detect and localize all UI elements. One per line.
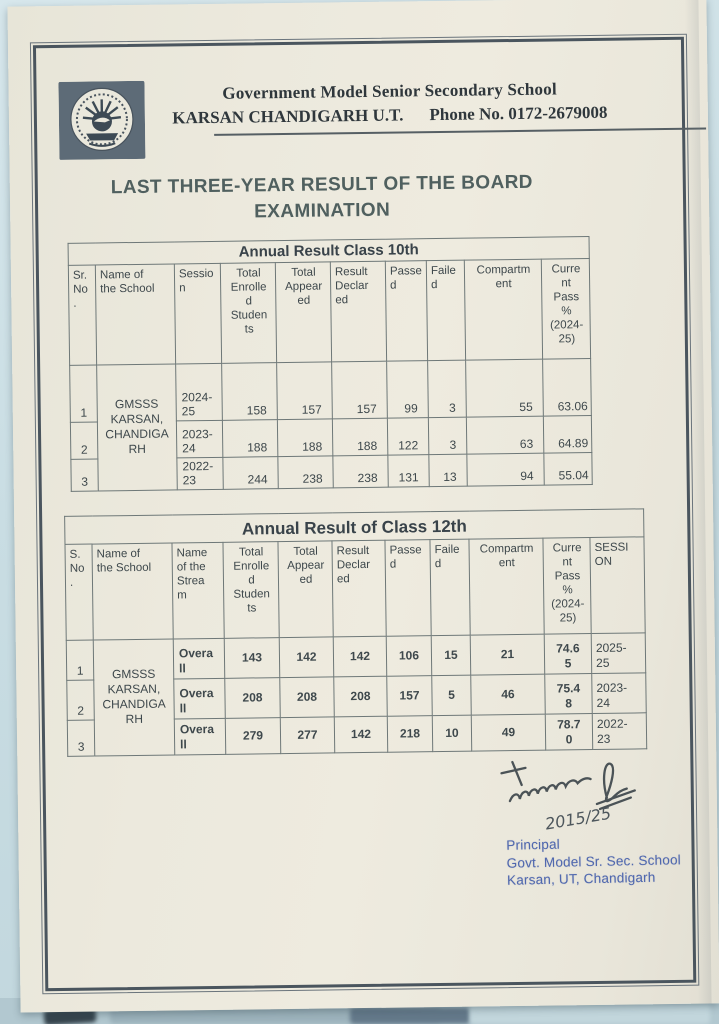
cell-passed: 131 (388, 455, 429, 488)
class-10-result-table (68, 236, 593, 492)
column-header-total-appeared: Total Appear ed (278, 541, 333, 638)
principal-stamp (506, 833, 681, 889)
cell-appeared: 157 (277, 362, 333, 420)
cell-failed: 10 (432, 715, 471, 752)
cell-session: 2025- 25 (591, 633, 646, 674)
cell-declared: 238 (333, 455, 388, 488)
cell-passed: 106 (386, 636, 432, 677)
cell-session: 2023- 24 (176, 420, 222, 458)
table-title: Annual Result Class 10th (68, 237, 589, 266)
stamp-line-place: Karsan, UT, Chandigarh (506, 869, 656, 888)
cell-failed: 5 (432, 675, 472, 716)
cell-failed: 15 (431, 635, 471, 676)
cell-sr-no: 3 (71, 459, 98, 491)
column-header-session: Sessio n (174, 263, 221, 364)
cell-enrolled: 188 (222, 420, 277, 458)
cell-session: 2024- 25 (176, 363, 223, 421)
document-title (42, 169, 603, 228)
cell-declared: 188 (332, 418, 387, 456)
cell-session: 2022- 23 (592, 713, 647, 750)
cell-passed: 99 (387, 361, 429, 419)
cell-compartment: 49 (471, 714, 545, 751)
column-header-compartment: Compartm ent (464, 259, 542, 360)
table-row (70, 359, 592, 423)
cell-enrolled: 244 (223, 457, 278, 490)
class-12-result-table (64, 508, 647, 757)
column-header-compartment: Compartm ent (469, 538, 544, 635)
cell-pass-pct: 74.6 5 (544, 634, 592, 675)
principal-signature (491, 750, 664, 842)
cell-declared: 208 (334, 676, 388, 717)
cell-compartment: 21 (470, 634, 545, 675)
cell-school-name: GMSSS KARSAN, CHANDIGA RH (97, 364, 178, 491)
column-header-result-declared: Result Declar ed (330, 261, 386, 362)
cell-failed: 13 (429, 454, 467, 486)
table-title: Annual Result of Class 12th (65, 509, 644, 545)
column-header-stream: Name of the Strea m (172, 542, 224, 639)
cell-passed: 157 (387, 676, 433, 717)
cell-declared: 142 (334, 716, 387, 753)
column-header-result-declared: Result Declar ed (332, 540, 386, 637)
column-header-total-enrolled: Total Enrolle d Studen ts (220, 263, 276, 364)
signature-date: 2015/25 (543, 803, 613, 834)
cell-enrolled: 143 (224, 638, 280, 679)
cell-sr-no: 2 (70, 422, 97, 459)
cell-appeared: 238 (278, 456, 333, 489)
cell-declared: 142 (333, 636, 387, 677)
column-header-total-appeared: Total Appear ed (275, 262, 331, 363)
cell-school-name: GMSSS KARSAN, CHANDIGA RH (93, 639, 175, 756)
cell-s-no: 3 (67, 720, 94, 756)
cell-enrolled: 279 (225, 718, 280, 755)
cell-pass-pct: 64.89 (543, 416, 591, 454)
signature-stroke (501, 768, 525, 773)
cell-declared: 157 (332, 361, 388, 419)
cell-appeared: 142 (279, 637, 334, 678)
cell-pass-pct: 75.4 8 (545, 674, 593, 715)
document-paper (7, 0, 719, 1013)
cell-pass-pct: 63.06 (543, 359, 592, 417)
stamp-line-designation: Principal (506, 836, 561, 853)
cell-stream: Overa ll (174, 678, 226, 719)
cell-stream: Overa ll (173, 638, 225, 679)
cell-appeared: 277 (280, 717, 334, 754)
column-header-school-name: Name of the School (95, 264, 175, 365)
cell-failed: 3 (428, 360, 467, 417)
cell-compartment: 63 (466, 416, 543, 454)
cell-sr-no: 1 (70, 365, 98, 422)
cell-s-no: 1 (66, 640, 94, 680)
cell-s-no: 2 (67, 680, 95, 720)
cell-appeared: 188 (277, 419, 332, 457)
cell-passed: 122 (387, 418, 428, 456)
column-header-passed: Passe d (385, 540, 431, 637)
cell-compartment: 46 (471, 674, 546, 715)
school-phone: Phone No. 0172-2679008 (429, 102, 608, 125)
cell-compartment: 55 (466, 359, 544, 417)
document-title-line1: LAST THREE-YEAR RESULT OF THE BOARD (110, 171, 534, 199)
column-header-total-enrolled: Total Enrolle d Studen ts (223, 542, 279, 639)
cell-enrolled: 158 (222, 363, 278, 421)
background-object (470, 1004, 710, 1024)
document-title-line2: EXAMINATION (254, 199, 391, 223)
cell-pass-pct: 55.04 (544, 453, 592, 486)
signature-stroke (510, 778, 591, 801)
column-header-passed: Passe d (385, 261, 427, 362)
cell-passed: 218 (387, 716, 432, 753)
school-name: Government Model Senior Secondary School (222, 79, 557, 103)
school-logo-icon (58, 81, 145, 160)
stamp-line-school: Govt. Model Sr. Sec. School (506, 851, 682, 871)
column-header-failed: Faile d (426, 260, 465, 360)
cell-stream: Overa ll (174, 718, 225, 755)
cell-session: 2023- 24 (592, 673, 647, 714)
cell-pass-pct: 78.7 0 (545, 714, 592, 751)
column-header-school-name: Name of the School (92, 543, 173, 640)
column-header-current-pass-pct: Curre nt Pass % (2024- 25) (543, 538, 591, 635)
column-header-s-no: S. No . (65, 544, 93, 640)
column-header-sr-no: Sr. No . (68, 265, 96, 365)
letterhead (148, 78, 631, 128)
signature-stroke (512, 762, 521, 785)
column-header-session: SESSI ON (590, 537, 645, 634)
column-header-failed: Faile d (430, 539, 470, 636)
cell-compartment: 94 (467, 453, 544, 486)
column-header-current-pass-pct: Curre nt Pass % (2024- 25) (541, 259, 590, 360)
cell-failed: 3 (428, 417, 466, 454)
school-location: KARSAN CHANDIGARH U.T. (172, 105, 404, 128)
cell-enrolled: 208 (225, 678, 281, 719)
cell-appeared: 208 (280, 677, 335, 718)
background-object (350, 1008, 470, 1024)
cell-session: 2022- 23 (177, 457, 223, 490)
